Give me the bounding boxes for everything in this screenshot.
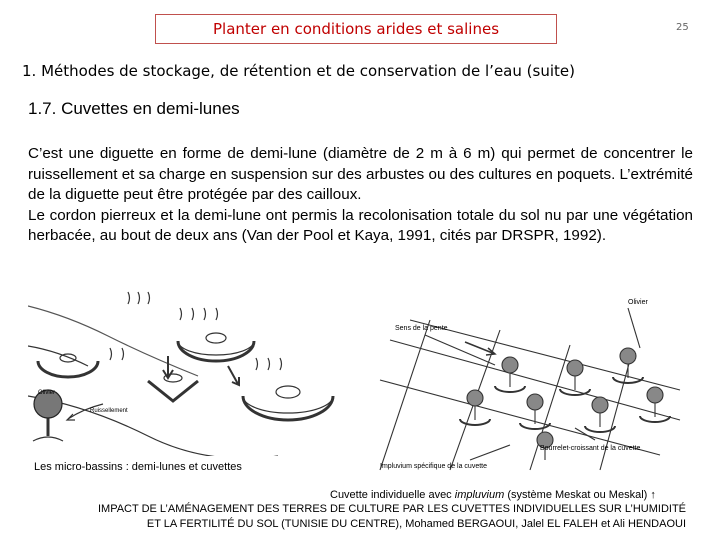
caption-italic: impluvium <box>454 489 505 501</box>
body-text <box>28 144 693 247</box>
subsection-title: 1.7. Cuvettes en demi-lunes <box>28 99 240 118</box>
caption-individual-cuvette <box>330 489 656 501</box>
body-paragraph-2: Le cordon pierreux et la demi-lune ont permis la recolonisation totale du sol nu par une végétation herbacée, au bout de deux ans (Van der Pool et Kaya, 1991, cités par DRSPR, 1992). <box>28 206 693 244</box>
body-paragraph-1: C’est une diguette en forme de demi-lune (diamètre de 2 m à 6 m) qui permet de concentrer le ruissellement et sa charge en suspension sur des arbustes ou des cultures en poquets. L’extrémité de la diguette peut être protégée par des cailloux. <box>28 145 693 203</box>
section-title: 1. Méthodes de stockage, de rétention et de conservation de l’eau (suite) <box>22 62 575 80</box>
figure-micro-basins <box>28 286 368 456</box>
reference-line-1: IMPACT DE L’AMÉNAGEMENT DES TERRES DE CULTURE PAR LES CUVETTES INDIVIDUELLES SUR L’HUMIDITÉ <box>97 503 686 515</box>
caption-prefix: Cuvette individuelle avec <box>330 489 455 501</box>
fig-right-label-slope: Sens de la pente <box>395 325 448 332</box>
tree-group <box>460 348 670 460</box>
page-number: 25 <box>676 22 689 33</box>
caption-suffix: (système Meskat ou Meskal) ↑ <box>504 489 656 501</box>
fig-right-label-impluvium: Impluvium spécifique de la cuvette <box>380 463 487 470</box>
fig-right-label-bund: Bourrelet-croissant de la cuvette <box>540 445 641 452</box>
fig-right-label-tree: Olivier <box>628 299 648 306</box>
fig-left-label-runoff: Ruissellement <box>90 408 128 414</box>
slide-title: Planter en conditions arides et salines <box>212 20 500 38</box>
title-box <box>155 14 557 44</box>
reference-line-2: ET LA FERTILITÉ DU SOL (TUNISIE DU CENTRE), Mohamed BERGAOUI, Jalel EL FALEH et Ali HENDAOUI <box>146 518 686 530</box>
caption-micro-basins: Les micro-bassins : demi-lunes et cuvettes <box>34 461 242 473</box>
figure-individual-cuvette <box>370 290 690 475</box>
reference <box>40 502 686 532</box>
fig-left-label-tree: Olivier <box>38 390 56 396</box>
